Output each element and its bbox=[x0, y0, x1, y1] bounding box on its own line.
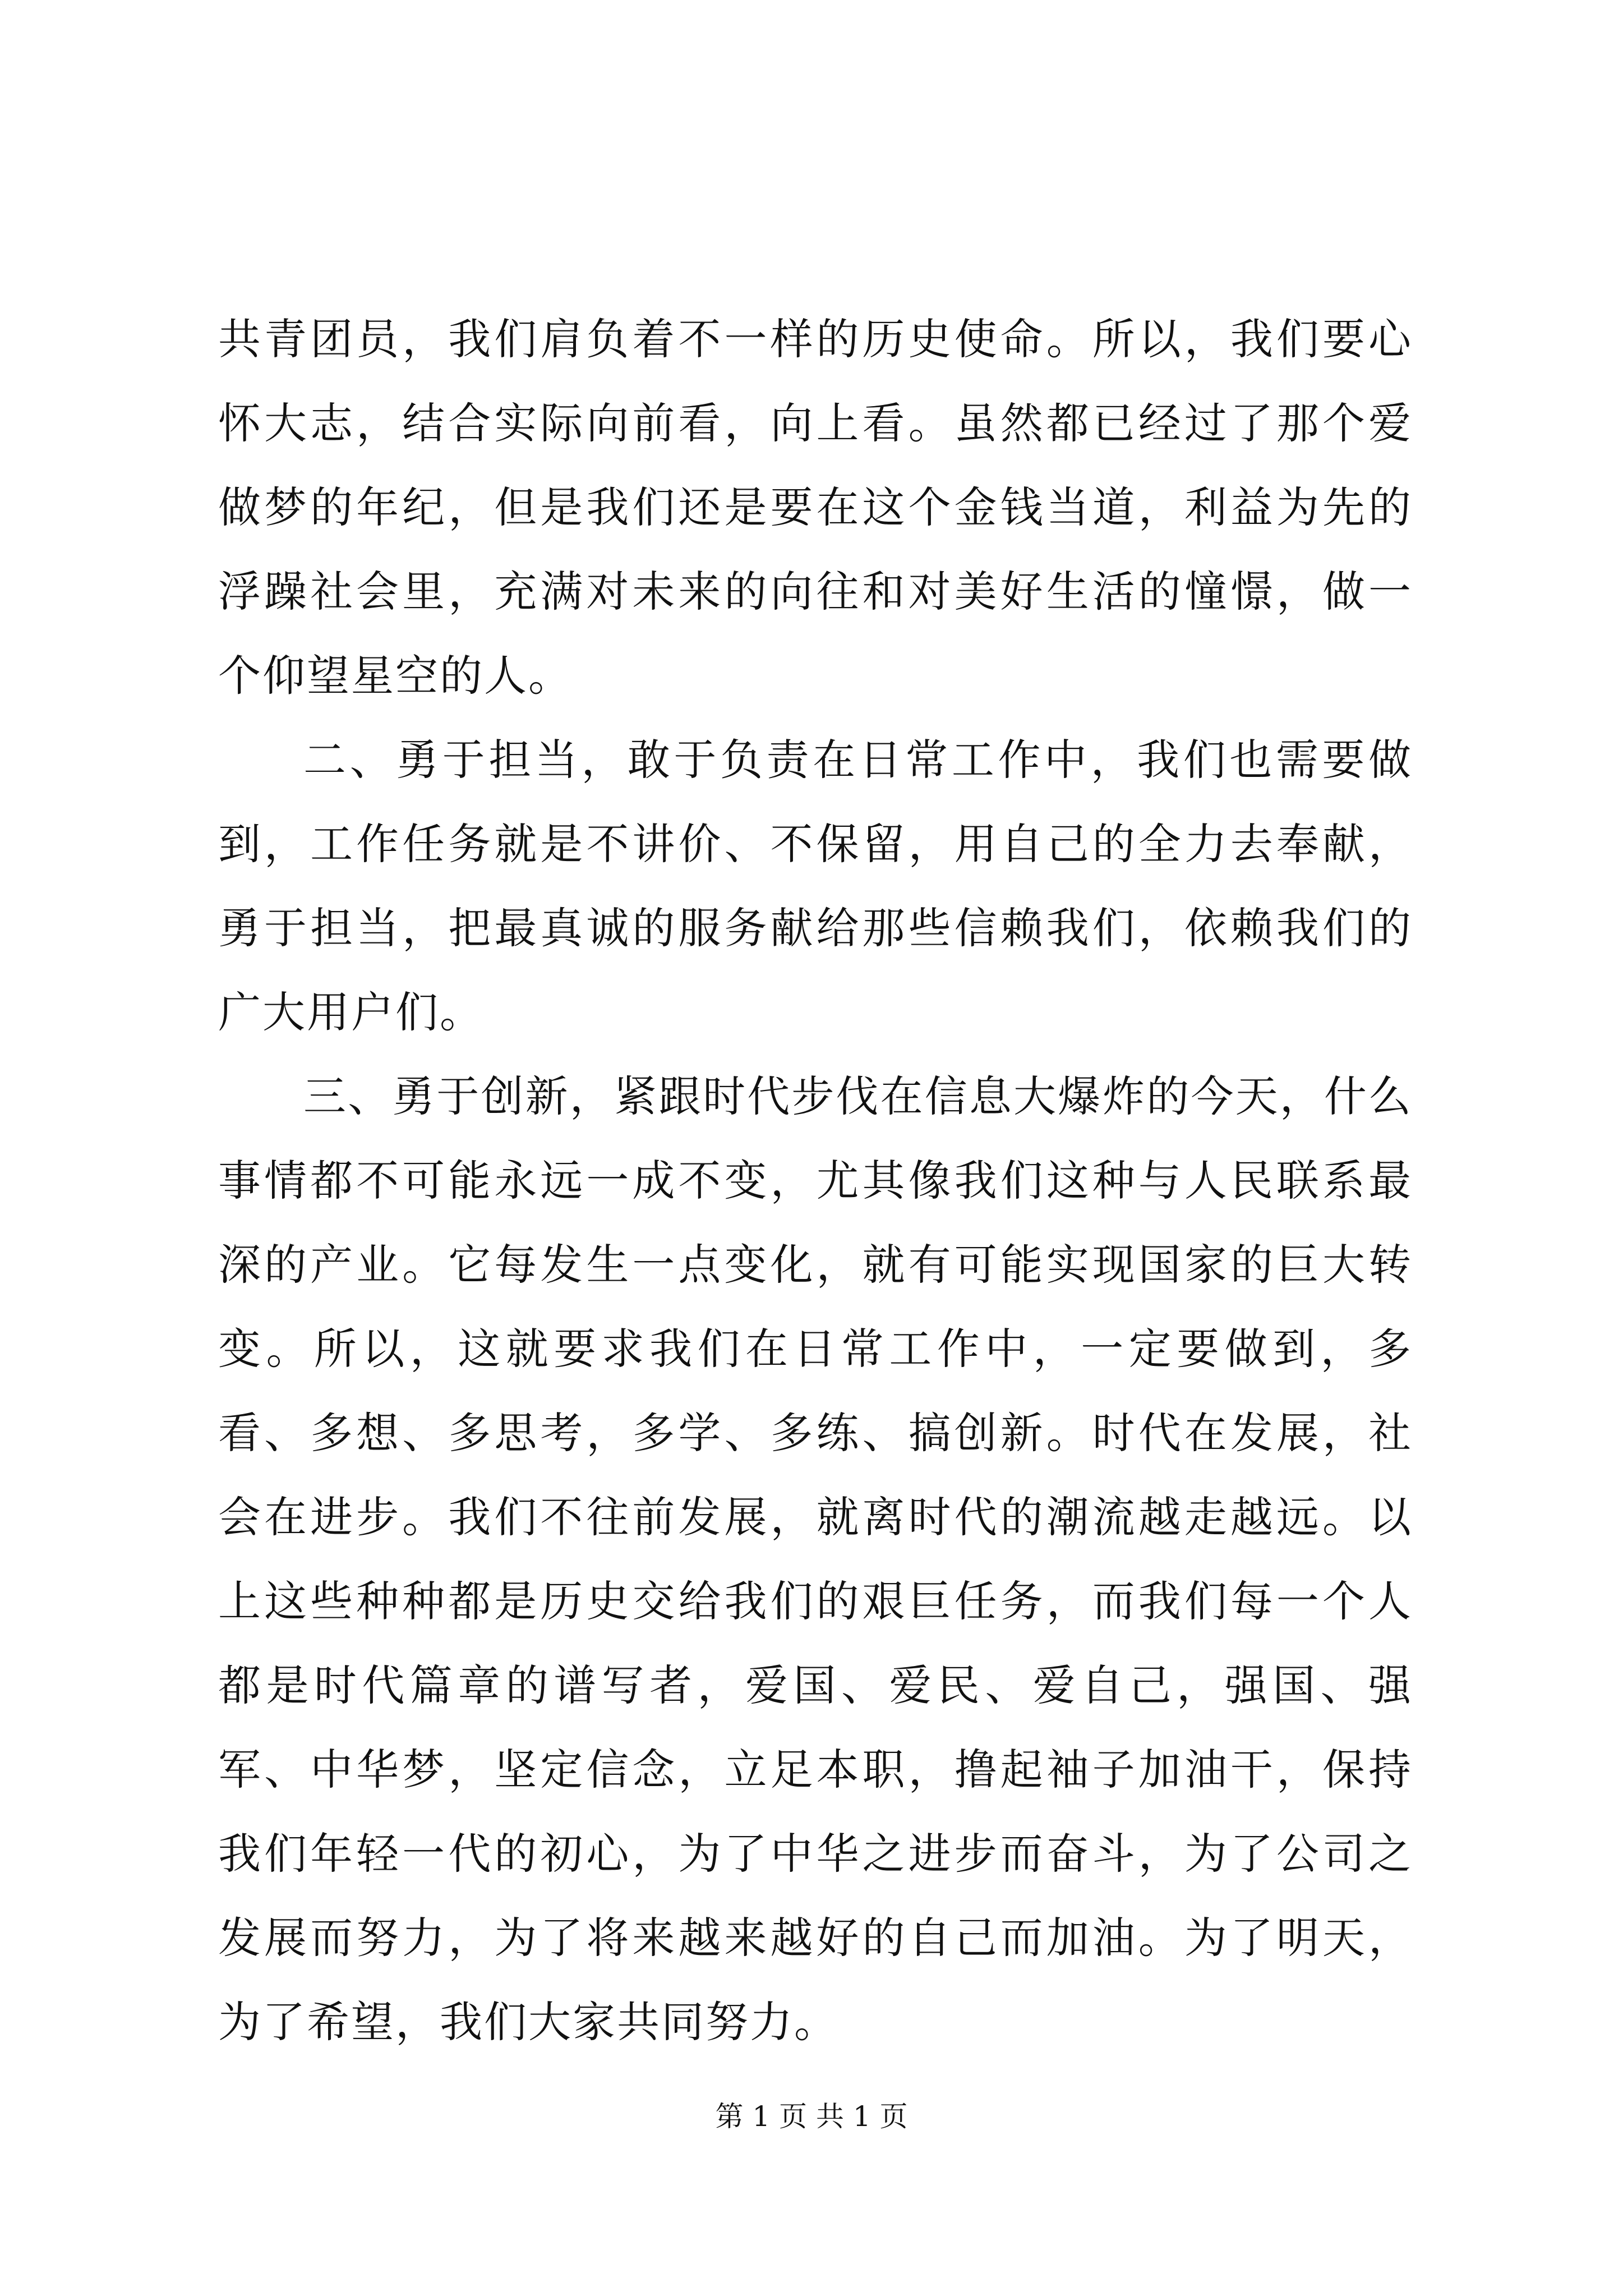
paragraph-3: 三、勇于创新，紧跟时代步伐在信息大爆炸的今天，什么事情都不可能永远一成不变，尤其像我们这种与人民联系最深的产业。它每发生一点变化，就有可能实现国家的巨大转变。所以，这就要求我们在日常工作中，一定要做到，多看、多想、多思考，多学、多练、搞创新。时代在发展，社会在进步。我们不往前发展，就离时代的潮流越走越远。以上这些种种都是历史交给我们的艰巨任务，而我们每一个人都是时代篇章的谱写者，爱国、爱民、爱自己，强国、强军、中华梦，坚定信念，立足本职，撸起袖子加油干，保持我们年轻一代的初心，为了中华之进步而奋斗，为了公司之发展而努力，为了将来越来越好的自己而加油。为了明天，为了希望，我们大家共同努力。 bbox=[218, 1071, 1413, 2047]
page-footer: 第 1 页 共 1 页 bbox=[715, 2100, 908, 2133]
paragraph-1: 共青团员，我们肩负着不一样的历史使命。所以，我们要心怀大志，结合实际向前看，向上看。虽然都已经过了那个爱做梦的年纪，但是我们还是要在这个金钱当道，利益为先的浮躁社会里，充满对未来的向往和对美好生活的憧憬，做一个仰望星空的人。 bbox=[218, 314, 1413, 701]
paragraph-2: 二、勇于担当，敢于负责在日常工作中，我们也需要做到，工作任务就是不讲价、不保留，用自己的全力去奉献，勇于担当，把最真诚的服务献给那些信赖我们，依赖我们的广大用户们。 bbox=[218, 735, 1413, 1037]
document-body bbox=[218, 297, 1413, 2064]
